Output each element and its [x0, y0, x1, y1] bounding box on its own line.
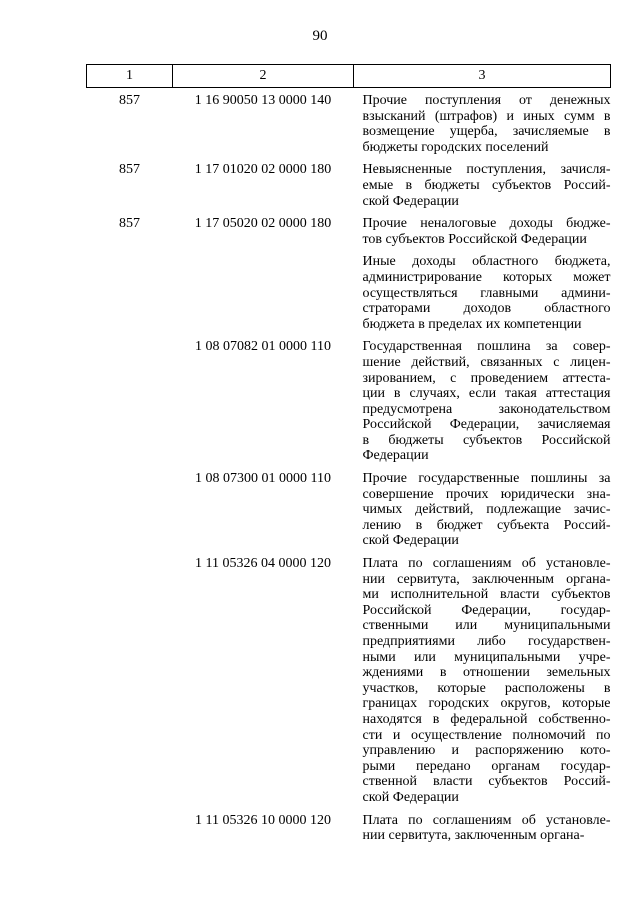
table-row	[87, 216, 611, 254]
revenue-description-cell	[354, 216, 611, 254]
description-line: шение действий, связанных с лицен-	[362, 354, 611, 370]
description-line: возмещение ущерба, зачисляемые в	[362, 124, 611, 140]
description-line: Федерации	[362, 448, 429, 464]
admin-code-cell	[87, 471, 173, 556]
description-line: в бюджеты субъектов Российской	[362, 432, 611, 448]
description-line: Плата по соглашениям об установле-	[362, 556, 611, 572]
admin-code-cell: 857	[119, 216, 140, 232]
description-line: ской Федерации	[362, 789, 459, 805]
admin-code-cell	[87, 556, 173, 813]
description-line: Плата по соглашениям об установле-	[362, 812, 611, 828]
description-line: нии сервитута, заключенным органа-	[362, 828, 585, 844]
description-line: границах городских округов, которые	[362, 696, 611, 712]
description-line: ными или муниципальными учре-	[362, 649, 611, 665]
table-row	[87, 162, 611, 216]
column-header-3: 3	[354, 65, 611, 88]
table-row	[87, 88, 611, 163]
description-line: емые в бюджеты субъектов Россий-	[362, 177, 611, 193]
description-line: ственной власти субъектов Россий-	[362, 774, 611, 790]
description-line: Невыясненные поступления, зачисля-	[362, 162, 611, 178]
description-line: Прочие поступления от денежных	[362, 93, 611, 108]
kbk-code-cell: 1 16 90050 13 0000 140	[194, 93, 332, 108]
admin-code-cell	[87, 254, 173, 339]
description-line: находятся в федеральной собственно-	[362, 711, 611, 727]
description-line: чимых действий, подлежащие зачис-	[362, 502, 611, 518]
revenue-table	[86, 64, 611, 851]
description-line: нии сервитута, заключенным органа-	[362, 571, 611, 587]
description-line: ми исполнительной власти субъектов	[362, 587, 611, 603]
table-row	[87, 556, 611, 813]
table-row	[87, 339, 611, 471]
column-header-2: 2	[173, 65, 354, 88]
revenue-description-cell	[354, 162, 611, 216]
kbk-code-cell: 1 17 01020 02 0000 180	[194, 162, 332, 178]
description-line: ской Федерации	[362, 533, 459, 549]
description-line: зированием, с проведением аттеста-	[362, 370, 611, 386]
description-line: бюджета в пределах их компетенции	[362, 316, 582, 332]
revenue-description-cell	[354, 88, 611, 163]
description-line: Государственная пошлина за совер-	[362, 339, 611, 355]
description-line: лению в бюджет субъекта Россий-	[362, 517, 611, 533]
description-line: ждениями в отношении земельных	[362, 665, 611, 681]
admin-code-cell	[87, 339, 173, 471]
kbk-code-cell: 1 08 07082 01 0000 110	[195, 339, 331, 355]
description-line: страторами доходов областного	[362, 301, 611, 317]
admin-code-cell	[87, 813, 173, 851]
description-line: бюджеты городских поселений	[362, 139, 549, 155]
description-line: Иные доходы областного бюджета,	[362, 254, 611, 270]
page-number: 90	[312, 28, 328, 44]
description-line: предприятиями либо государствен-	[362, 634, 611, 649]
description-line: Российской Федерации, государ-	[362, 602, 611, 618]
description-line: администрирование которых может	[362, 269, 611, 285]
revenue-description-cell	[354, 339, 611, 471]
kbk-code-cell: 1 17 05020 02 0000 180	[194, 216, 332, 232]
description-line: Прочие государственные пошлины за	[362, 471, 611, 487]
table-header-row	[87, 65, 611, 88]
revenue-description-cell	[354, 471, 611, 556]
admin-code-cell: 857	[119, 93, 140, 108]
description-line: взысканий (штрафов) и иных сумм в	[362, 108, 611, 124]
table-row	[87, 813, 611, 851]
admin-code-cell: 857	[119, 162, 140, 178]
description-line: предусмотрена законодательством	[362, 401, 611, 417]
table-row	[87, 254, 611, 339]
kbk-code-cell	[173, 254, 354, 339]
description-line: рыми передано органам государ-	[362, 758, 611, 774]
kbk-code-cell: 1 08 07300 01 0000 110	[195, 471, 331, 487]
description-line: осуществляться главными админи-	[362, 285, 611, 301]
kbk-code-cell: 1 11 05326 04 0000 120	[195, 556, 331, 572]
description-line: сти и осуществление полномочий по	[362, 727, 611, 743]
revenue-description-cell	[354, 556, 611, 813]
description-line: Российской Федерации, зачисляемая	[362, 417, 611, 433]
column-header-1: 1	[87, 65, 173, 88]
description-line: совершение прочих юридически зна-	[362, 486, 611, 502]
revenue-description-cell	[354, 813, 611, 851]
kbk-code-cell: 1 11 05326 10 0000 120	[195, 812, 331, 828]
description-line: участков, которые расположены в	[362, 680, 611, 696]
description-line: ции в случаях, если такая аттестация	[362, 386, 611, 402]
table-row	[87, 471, 611, 556]
description-line: тов субъектов Российской Федерации	[362, 231, 587, 247]
description-line: ской Федерации	[362, 193, 459, 209]
description-line: ственными или муниципальными	[362, 618, 611, 634]
description-line: Прочие неналоговые доходы бюдже-	[362, 216, 611, 232]
description-line: управлению и распоряжению кото-	[362, 743, 611, 759]
revenue-description-cell	[354, 254, 611, 339]
